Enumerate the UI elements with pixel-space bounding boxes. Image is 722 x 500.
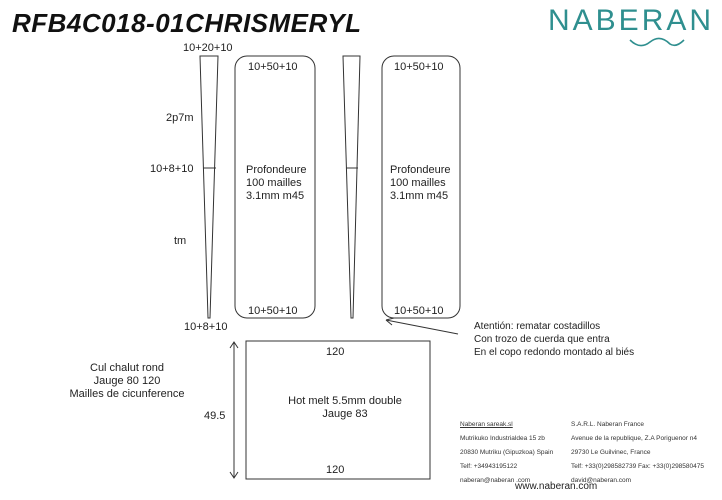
left-panel-top: 10+50+10 [248, 61, 298, 73]
cod-end-material: Hot melt 5.5mm double Jauge 83 [288, 395, 402, 420]
right-panel-bottom: 10+50+10 [394, 305, 444, 317]
footer-spain-email[interactable]: naberan@naberan .com [460, 477, 531, 484]
cod-end-top-meshes: 120 [326, 346, 345, 358]
right-taper-strip [343, 56, 360, 318]
footer-france-email[interactable]: david@naberan.com [571, 477, 632, 484]
label-lower: tm [174, 235, 187, 247]
label-bottom: 10+8+10 [184, 321, 228, 333]
naberan-logo: NABERAN [548, 4, 715, 37]
cod-end-description: Cul chalut rond Jauge 80 120 Mailles de cicunference [69, 362, 185, 400]
left-panel-spec: Profondeure 100 mailles 3.1mm m45 [246, 164, 307, 202]
label-top: 10+20+10 [183, 42, 233, 54]
assembly-note: Atentión: rematar costadillos Con trozo de cuerda que entra En el copo redondo montado al biés [474, 321, 635, 358]
right-panel-top: 10+50+10 [394, 61, 444, 73]
label-upper: 2p7m [166, 112, 194, 124]
cod-end-bottom-meshes: 120 [326, 464, 345, 476]
left-panel-bottom: 10+50+10 [248, 305, 298, 317]
cod-end-height: 49.5 [204, 410, 226, 422]
left-taper-strip [200, 56, 218, 318]
website-link[interactable]: www.naberan.com [515, 481, 598, 492]
drawing-title: RFB4C018-01CHRISMERYL [12, 8, 362, 38]
right-panel-spec: Profondeure 100 mailles 3.1mm m45 [390, 164, 451, 202]
label-middle: 10+8+10 [150, 163, 194, 175]
note-arrow [386, 320, 458, 334]
footer-france-address: S.A.R.L. Naberan France Avenue de la republique, Z.A Poriguenor n4 29730 Le Guilvinec, France Telf: +33(0)298582739 Fax: +33(0)298580475 david@naberan.com [571, 418, 704, 488]
footer-spain-address: Naberan sareak.sl Mutrikuko Industrialdea 15 zb 20830 Mutriku (Gipuzkoa) Spain Telf: +34943195122 naberan@naberan .com [460, 418, 553, 488]
